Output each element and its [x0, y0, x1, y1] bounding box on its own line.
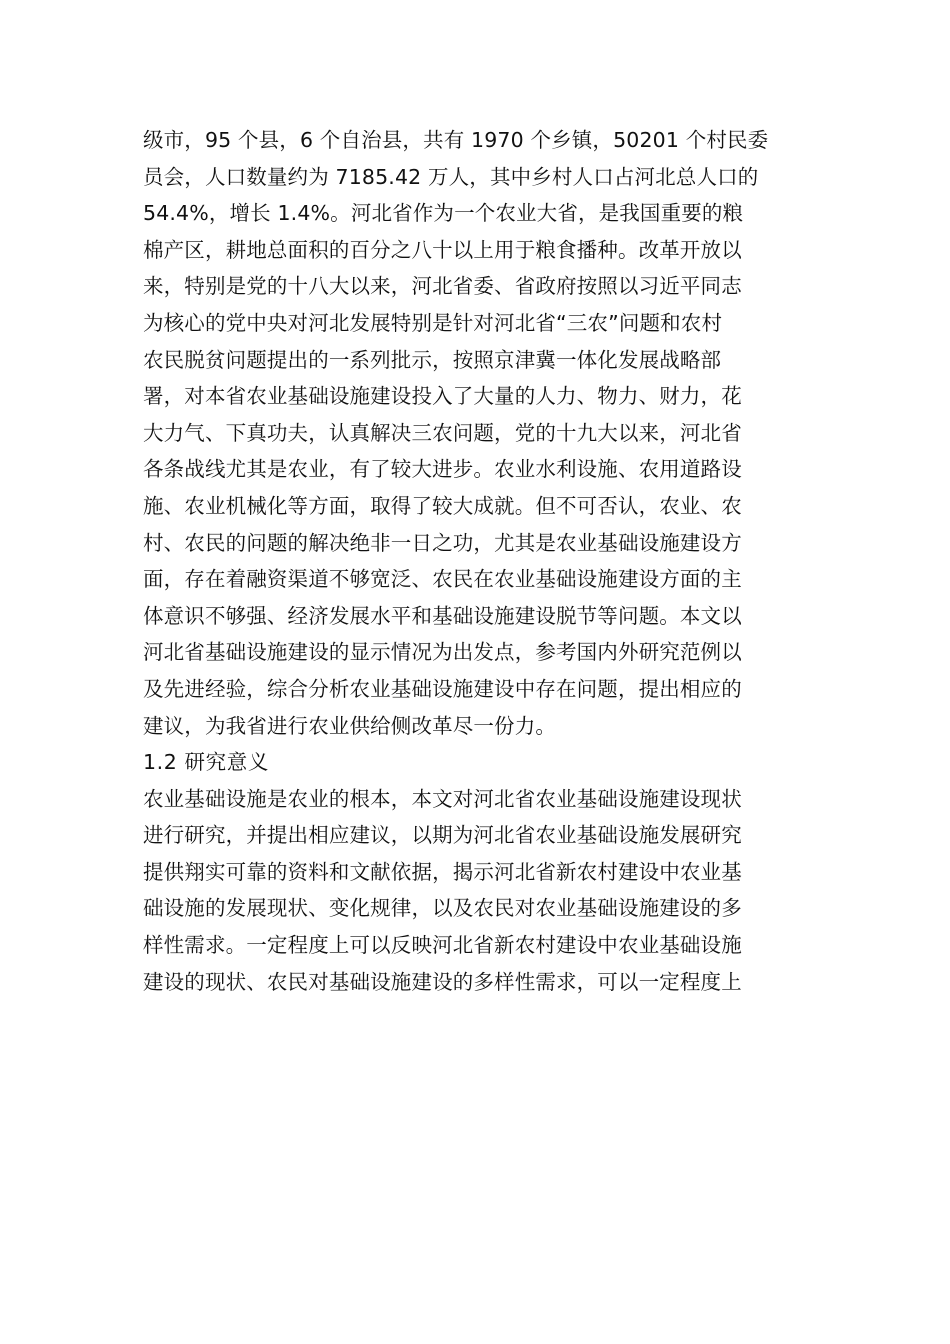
paragraph-intro: [143, 122, 823, 744]
text-line: 来，特别是党的十八大以来，河北省委、省政府按照以习近平同志: [143, 274, 742, 299]
text-line: 提供翔实可靠的资料和文献依据，揭示河北省新农村建设中农业基: [143, 859, 742, 884]
text-line: 进行研究，并提出相应建议，以期为河北省农业基础设施发展研究: [143, 823, 742, 848]
text-line: 体意识不够强、经济发展水平和基础设施建设脱节等问题。本文以: [143, 603, 742, 628]
text-line: 建设的现状、农民对基础设施建设的多样性需求，可以一定程度上: [143, 969, 742, 994]
paragraph-significance: [143, 781, 823, 1001]
text-line: 员会，人口数量约为 7185.42 万人，其中乡村人口占河北总人口的: [143, 164, 759, 189]
text-line: 建议，为我省进行农业供给侧改革尽一份力。: [143, 713, 556, 738]
document-body: [143, 122, 823, 1000]
text-line: 各条战线尤其是农业，有了较大进步。农业水利设施、农用道路设: [143, 457, 742, 482]
text-line: 棉产区，耕地总面积的百分之八十以上用于粮食播种。改革开放以: [143, 237, 742, 262]
text-line: 及先进经验，综合分析农业基础设施建设中存在问题，提出相应的: [143, 676, 742, 701]
text-line: 施、农业机械化等方面，取得了较大成就。但不可否认，农业、农: [143, 493, 742, 518]
text-line: 大力气、下真功夫，认真解决三农问题，党的十九大以来，河北省: [143, 420, 742, 445]
text-line: 样性需求。一定程度上可以反映河北省新农村建设中农业基础设施: [143, 933, 742, 958]
text-line: 农业基础设施是农业的根本，本文对河北省农业基础设施建设现状: [143, 786, 742, 811]
text-line: 村、农民的问题的解决绝非一日之功，尤其是农业基础设施建设方: [143, 530, 742, 555]
text-line: 为核心的党中央对河北发展特别是针对河北省“三农”问题和农村: [143, 310, 723, 335]
text-line: 农民脱贫问题提出的一系列批示，按照京津冀一体化发展战略部: [143, 347, 722, 372]
text-line: 级市，95 个县，6 个自治县，共有 1970 个乡镇，50201 个村民委: [143, 128, 769, 152]
text-line: 面，存在着融资渠道不够宽泛、农民在农业基础设施建设方面的主: [143, 567, 742, 592]
text-line: 署，对本省农业基础设施建设投入了大量的人力、物力、财力，花: [143, 384, 742, 409]
text-line: 础设施的发展现状、变化规律，以及农民对农业基础设施建设的多: [143, 896, 742, 921]
section-heading: 1.2 研究意义: [143, 750, 269, 775]
text-line: 河北省基础设施建设的显示情况为出发点，参考国内外研究范例以: [143, 640, 742, 665]
text-line: 54.4%，增长 1.4%。河北省作为一个农业大省，是我国重要的粮: [143, 201, 744, 226]
